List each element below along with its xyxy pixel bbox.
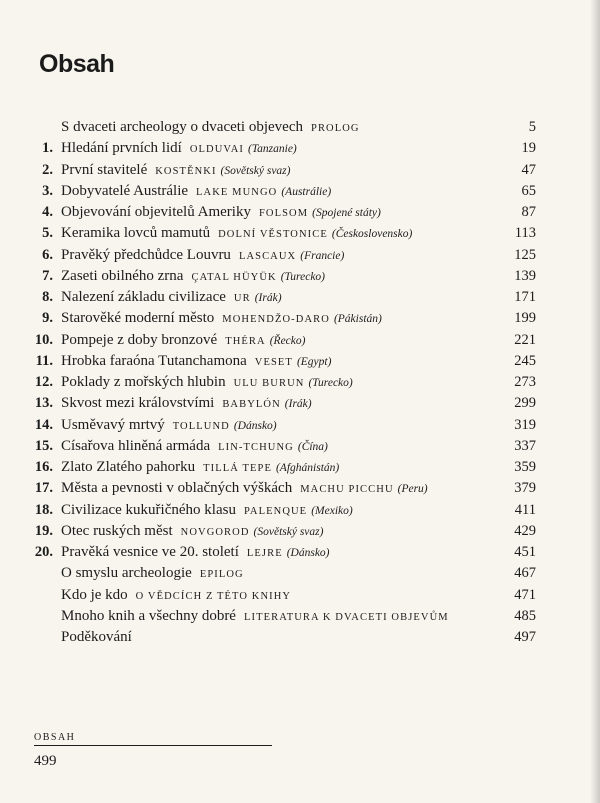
country-name: (Egypt)	[296, 355, 332, 368]
chapter-number: 2.	[42, 161, 53, 178]
page-number: 319	[514, 416, 536, 433]
toc-entry	[0, 457, 600, 477]
site-name: KOSTĚNKI	[155, 165, 217, 177]
entry-text	[61, 223, 412, 245]
chapter-number: 6.	[42, 246, 53, 263]
country-name: (Československo)	[331, 228, 413, 241]
page-number: 451	[514, 544, 536, 560]
site-name: TOLLUND	[172, 420, 230, 432]
page-number: 273	[514, 374, 536, 390]
chapter-number: 19.	[34, 522, 53, 539]
toc-entry	[0, 308, 600, 328]
site-name: OLDUVAI	[189, 144, 244, 156]
country-name: (Turecko)	[280, 270, 326, 283]
entry-text	[61, 542, 330, 564]
chapter-title: Civilizace kukuřičného klasu	[61, 501, 236, 518]
chapter-title: Kdo je kdo	[61, 586, 128, 603]
running-footer-label: OBSAH	[34, 732, 76, 743]
page-number: 113	[514, 225, 536, 242]
toc-entry	[0, 223, 600, 243]
page-number: 139	[514, 267, 536, 284]
page-number: 429	[514, 522, 536, 539]
site-name: UR	[233, 293, 251, 304]
page-number: 199	[514, 310, 536, 327]
entry-text	[61, 521, 323, 543]
country-name: (Tanzanie)	[247, 143, 297, 156]
toc-entry	[0, 330, 600, 350]
page-number: 65	[521, 182, 536, 199]
toc-entry	[0, 287, 600, 307]
country-name: (Austrálie)	[281, 185, 332, 198]
entry-text	[61, 138, 297, 160]
toc-entry	[0, 372, 600, 392]
page-number: 87	[521, 204, 536, 220]
country-name: (Dánsko)	[233, 419, 277, 432]
chapter-title: Města a pevnosti v oblačných výškách	[61, 480, 293, 497]
page-edge-shadow	[590, 0, 600, 803]
country-name: (Pákistán)	[333, 313, 382, 326]
chapter-number: 14.	[34, 416, 53, 433]
chapter-title: Hledání prvních lidí	[61, 140, 182, 157]
chapter-title: Císařova hliněná armáda	[61, 437, 211, 454]
chapter-number: 17.	[34, 480, 53, 497]
footer-page-number: 499	[34, 753, 57, 769]
site-name: VESET	[254, 356, 293, 368]
entry-text	[61, 245, 344, 267]
country-name: (Sovětský svaz)	[220, 164, 291, 177]
chapter-title: Pravěký předchůdce Louvru	[61, 246, 231, 263]
entry-text	[61, 500, 353, 522]
chapter-title: Zaseti obilného zrna	[61, 267, 184, 284]
toc-entry	[0, 415, 600, 435]
country-name: (Francie)	[300, 249, 345, 262]
toc-entry	[0, 266, 600, 286]
site-name: EPILOG	[199, 569, 244, 581]
toc-entry	[0, 181, 600, 201]
chapter-number: 5.	[42, 225, 53, 242]
site-name: ULU BURUN	[233, 378, 305, 389]
chapter-number: 8.	[42, 289, 53, 305]
entry-text	[61, 585, 295, 607]
chapter-number: 7.	[42, 267, 53, 284]
entry-text	[61, 372, 353, 394]
toc-entry	[0, 606, 600, 626]
toc-entry	[0, 245, 600, 265]
toc-entry	[0, 478, 600, 498]
chapter-title: Poděkování	[61, 629, 132, 645]
entry-text	[61, 436, 328, 458]
site-name: MOHENDŽO-DARO	[222, 314, 330, 326]
entry-text	[61, 478, 428, 500]
chapter-number: 9.	[42, 310, 53, 327]
chapter-title: Mnoho knih a všechny dobré	[61, 607, 236, 624]
entry-text	[61, 393, 312, 415]
country-name: (Afghánistán)	[275, 462, 340, 474]
chapter-title: Pravěká vesnice ve 20. století	[61, 544, 239, 560]
site-name: BABYLÓN	[222, 399, 281, 411]
page-number: 221	[514, 331, 536, 348]
toc-entry	[0, 436, 600, 456]
chapter-title: Starověké moderní město	[61, 310, 215, 327]
chapter-number: 10.	[34, 331, 53, 348]
page-number: 171	[514, 289, 536, 305]
page-number: 471	[514, 586, 536, 603]
chapter-title: Dobyvatelé Austrálie	[61, 182, 189, 199]
footer-rule	[34, 745, 272, 746]
country-name: (Irák)	[284, 398, 312, 411]
page-number: 411	[514, 501, 536, 518]
site-name: LASCAUX	[238, 250, 297, 262]
country-name: (Řecko)	[269, 334, 306, 347]
chapter-title: Hrobka faraóna Tutanchamona	[61, 352, 247, 369]
chapter-title: Usměvavý mrtvý	[61, 416, 165, 433]
chapter-title: Otec ruských měst	[61, 522, 173, 539]
page-number: 47	[521, 161, 536, 178]
entry-text	[61, 181, 331, 203]
page-number: 5	[528, 119, 536, 135]
chapter-number: 4.	[42, 204, 53, 220]
chapter-title: S dvaceti archeology o dvaceti objevech	[61, 119, 303, 135]
chapter-title: Pompeje z doby bronzové	[61, 331, 218, 348]
page-number: 359	[514, 459, 536, 475]
page-number: 19	[521, 140, 536, 157]
country-name: (Peru)	[397, 483, 428, 496]
chapter-title: Skvost mezi královstvími	[61, 395, 215, 412]
chapter-number: 13.	[34, 395, 53, 412]
entry-text	[61, 415, 277, 437]
site-name: O VĚDCÍCH Z TÉTO KNIHY	[135, 590, 292, 602]
toc-entry	[0, 585, 600, 605]
site-name: ÇATAL HÜYÜK	[191, 271, 277, 283]
page-number: 467	[514, 565, 536, 582]
toc-entry	[0, 351, 600, 371]
site-name: THÉRA	[225, 335, 266, 347]
toc-entry	[0, 117, 600, 137]
chapter-title: O smyslu archeologie	[61, 565, 192, 582]
site-name: LAKE MUNGO	[196, 186, 278, 198]
country-name: (Čína)	[297, 440, 328, 453]
country-name: (Spojené státy)	[312, 207, 381, 219]
page-title: Obsah	[39, 50, 115, 78]
chapter-number: 18.	[34, 501, 53, 518]
chapter-number: 16.	[34, 459, 53, 475]
page-number: 497	[514, 629, 536, 645]
chapter-title: Nalezení základu civilizace	[61, 289, 226, 305]
country-name: (Mexiko)	[311, 504, 353, 517]
country-name: (Dánsko)	[286, 547, 330, 559]
site-name: PALENQUE	[243, 505, 308, 517]
toc-entry	[0, 202, 600, 222]
chapter-title: Objevování objevitelů Ameriky	[61, 204, 251, 220]
chapter-number: 12.	[34, 374, 53, 390]
chapter-title: Keramika lovců mamutů	[61, 225, 211, 242]
page-number: 485	[514, 607, 536, 624]
entry-text	[61, 266, 325, 288]
chapter-number: 1.	[42, 140, 53, 157]
entry-text	[61, 627, 144, 649]
toc-entry	[0, 138, 600, 158]
toc-entry	[0, 563, 600, 583]
page-number: 379	[514, 480, 536, 497]
entry-text	[61, 606, 453, 628]
chapter-title: První stavitelé	[61, 161, 148, 178]
chapter-title: Poklady z mořských hlubin	[61, 374, 226, 390]
toc-entry	[0, 500, 600, 520]
chapter-number: 15.	[34, 437, 53, 454]
site-name: LEJRE	[246, 548, 283, 559]
entry-text	[61, 457, 339, 479]
page-number: 299	[514, 395, 536, 412]
country-name: (Sovětský svaz)	[253, 525, 324, 538]
entry-text	[61, 160, 290, 182]
toc-entry	[0, 393, 600, 413]
entry-text	[61, 351, 331, 373]
entry-text	[61, 563, 248, 585]
page-number: 125	[514, 246, 536, 263]
page-number: 337	[514, 437, 536, 454]
chapter-number: 11.	[35, 352, 53, 369]
page-number: 245	[514, 352, 536, 369]
entry-text	[61, 287, 282, 309]
toc-entry	[0, 521, 600, 541]
entry-text	[61, 202, 381, 224]
chapter-number: 20.	[34, 544, 53, 560]
site-name: PROLOG	[311, 123, 360, 134]
country-name: (Irák)	[254, 292, 282, 304]
entry-text	[61, 117, 364, 139]
chapter-number: 3.	[42, 182, 53, 199]
site-name: NOVGOROD	[180, 526, 250, 538]
country-name: (Turecko)	[308, 377, 353, 389]
toc-entry	[0, 542, 600, 562]
site-name: TILLÁ TEPE	[203, 463, 272, 474]
chapter-title: Zlato Zlatého pahorku	[61, 459, 196, 475]
site-name: MACHU PICCHU	[300, 484, 394, 496]
site-name: LIN-TCHUNG	[218, 441, 294, 453]
site-name: FOLSOM	[258, 208, 309, 219]
toc-entry	[0, 627, 600, 647]
entry-text	[61, 308, 382, 330]
site-name: LITERATURA K DVACETI OBJEVŮM	[243, 611, 449, 623]
toc-entry	[0, 160, 600, 180]
entry-text	[61, 330, 305, 352]
site-name: DOLNÍ VĚSTONICE	[218, 229, 328, 241]
